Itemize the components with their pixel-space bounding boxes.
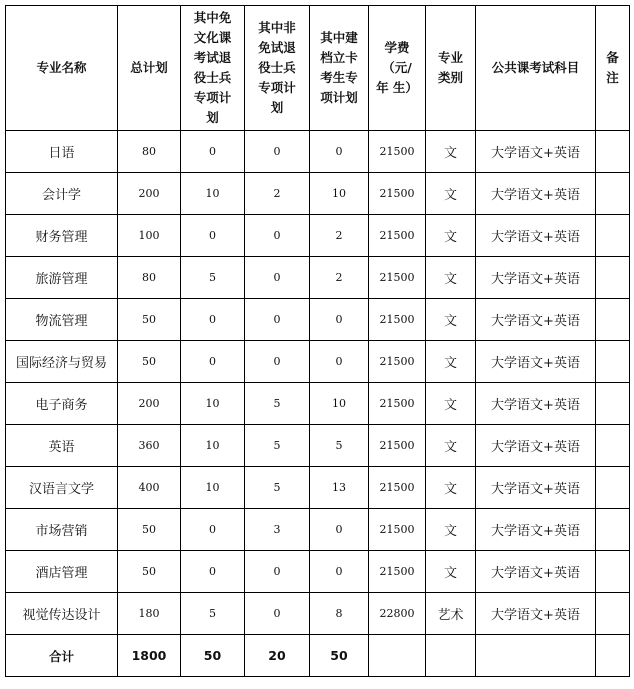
cell-category: 文 (426, 257, 476, 299)
total-tuition (369, 635, 426, 677)
cell-remark (596, 551, 630, 593)
cell-major: 汉语言文学 (6, 467, 118, 509)
cell-tuition: 22800 (369, 593, 426, 635)
header-exempt-veteran: 其中免 文化课 考试退 役士兵 专项计 划 (181, 6, 245, 131)
total-nonexempt-sum: 20 (245, 635, 310, 677)
cell-total: 80 (118, 257, 181, 299)
cell-remark (596, 383, 630, 425)
cell-remark (596, 425, 630, 467)
header-tuition: 学费 （元/ 年 生） (369, 6, 426, 131)
cell-remark (596, 593, 630, 635)
cell-major: 物流管理 (6, 299, 118, 341)
cell-nonexempt: 0 (245, 341, 310, 383)
cell-exempt: 10 (181, 467, 245, 509)
header-nonexempt-veteran: 其中非 免试退 役士兵 专项计 划 (245, 6, 310, 131)
total-exempt-sum: 50 (181, 635, 245, 677)
cell-nonexempt: 3 (245, 509, 310, 551)
cell-remark (596, 467, 630, 509)
cell-nonexempt: 5 (245, 425, 310, 467)
cell-remark (596, 509, 630, 551)
cell-exam: 大学语文+英语 (476, 551, 596, 593)
table-row (6, 425, 630, 467)
cell-total: 50 (118, 299, 181, 341)
total-label: 合计 (6, 635, 118, 677)
cell-category: 文 (426, 341, 476, 383)
header-row (6, 6, 630, 131)
cell-category: 文 (426, 383, 476, 425)
cell-category: 文 (426, 509, 476, 551)
cell-nonexempt: 0 (245, 215, 310, 257)
cell-exam: 大学语文+英语 (476, 341, 596, 383)
cell-remark (596, 131, 630, 173)
cell-exempt: 0 (181, 341, 245, 383)
cell-category: 艺术 (426, 593, 476, 635)
total-category (426, 635, 476, 677)
header-major: 专业名称 (6, 6, 118, 131)
cell-tuition: 21500 (369, 299, 426, 341)
total-row (6, 635, 630, 677)
total-exam (476, 635, 596, 677)
header-poverty-plan: 其中建 档立卡 考生专 项计划 (310, 6, 369, 131)
header-remarks: 备 注 (596, 6, 630, 131)
cell-exempt: 10 (181, 173, 245, 215)
cell-poverty: 0 (310, 299, 369, 341)
cell-nonexempt: 0 (245, 551, 310, 593)
cell-poverty: 5 (310, 425, 369, 467)
cell-total: 200 (118, 173, 181, 215)
cell-nonexempt: 0 (245, 593, 310, 635)
cell-exempt: 0 (181, 215, 245, 257)
cell-remark (596, 299, 630, 341)
cell-nonexempt: 5 (245, 383, 310, 425)
cell-poverty: 2 (310, 257, 369, 299)
cell-tuition: 21500 (369, 215, 426, 257)
cell-exempt: 0 (181, 299, 245, 341)
cell-tuition: 21500 (369, 509, 426, 551)
cell-category: 文 (426, 299, 476, 341)
cell-poverty: 2 (310, 215, 369, 257)
cell-total: 400 (118, 467, 181, 509)
cell-nonexempt: 5 (245, 467, 310, 509)
cell-category: 文 (426, 131, 476, 173)
header-category: 专业 类别 (426, 6, 476, 131)
cell-remark (596, 215, 630, 257)
cell-total: 50 (118, 509, 181, 551)
cell-poverty: 0 (310, 509, 369, 551)
cell-exam: 大学语文+英语 (476, 131, 596, 173)
cell-tuition: 21500 (369, 425, 426, 467)
cell-remark (596, 341, 630, 383)
cell-category: 文 (426, 467, 476, 509)
cell-tuition: 21500 (369, 341, 426, 383)
cell-remark (596, 173, 630, 215)
cell-exam: 大学语文+英语 (476, 593, 596, 635)
cell-poverty: 8 (310, 593, 369, 635)
table-row (6, 131, 630, 173)
table-row (6, 215, 630, 257)
enrollment-plan-table (5, 5, 630, 677)
cell-nonexempt: 2 (245, 173, 310, 215)
cell-major: 旅游管理 (6, 257, 118, 299)
cell-exam: 大学语文+英语 (476, 299, 596, 341)
cell-major: 日语 (6, 131, 118, 173)
cell-tuition: 21500 (369, 257, 426, 299)
table-row (6, 383, 630, 425)
cell-remark (596, 257, 630, 299)
cell-exempt: 5 (181, 593, 245, 635)
cell-major: 会计学 (6, 173, 118, 215)
cell-major: 国际经济与贸易 (6, 341, 118, 383)
cell-nonexempt: 0 (245, 257, 310, 299)
cell-poverty: 0 (310, 551, 369, 593)
cell-exam: 大学语文+英语 (476, 257, 596, 299)
total-plan-sum: 1800 (118, 635, 181, 677)
cell-major: 酒店管理 (6, 551, 118, 593)
cell-total: 50 (118, 551, 181, 593)
header-exam-subjects: 公共课考试科目 (476, 6, 596, 131)
cell-tuition: 21500 (369, 383, 426, 425)
cell-exempt: 0 (181, 551, 245, 593)
table-row (6, 173, 630, 215)
cell-exempt: 10 (181, 383, 245, 425)
total-poverty-sum: 50 (310, 635, 369, 677)
table-row (6, 467, 630, 509)
table-row (6, 299, 630, 341)
cell-nonexempt: 0 (245, 131, 310, 173)
cell-poverty: 0 (310, 341, 369, 383)
table-row (6, 257, 630, 299)
cell-total: 80 (118, 131, 181, 173)
cell-tuition: 21500 (369, 551, 426, 593)
cell-exam: 大学语文+英语 (476, 425, 596, 467)
total-remark (596, 635, 630, 677)
cell-total: 100 (118, 215, 181, 257)
cell-exam: 大学语文+英语 (476, 467, 596, 509)
cell-category: 文 (426, 173, 476, 215)
cell-total: 200 (118, 383, 181, 425)
cell-poverty: 10 (310, 383, 369, 425)
cell-exam: 大学语文+英语 (476, 509, 596, 551)
cell-poverty: 13 (310, 467, 369, 509)
cell-total: 360 (118, 425, 181, 467)
cell-exempt: 10 (181, 425, 245, 467)
cell-major: 电子商务 (6, 383, 118, 425)
cell-category: 文 (426, 425, 476, 467)
cell-exam: 大学语文+英语 (476, 383, 596, 425)
cell-total: 50 (118, 341, 181, 383)
cell-total: 180 (118, 593, 181, 635)
cell-poverty: 0 (310, 131, 369, 173)
cell-poverty: 10 (310, 173, 369, 215)
cell-category: 文 (426, 215, 476, 257)
table-row (6, 509, 630, 551)
cell-major: 财务管理 (6, 215, 118, 257)
cell-exempt: 5 (181, 257, 245, 299)
cell-category: 文 (426, 551, 476, 593)
cell-major: 视觉传达设计 (6, 593, 118, 635)
cell-tuition: 21500 (369, 173, 426, 215)
cell-nonexempt: 0 (245, 299, 310, 341)
cell-tuition: 21500 (369, 467, 426, 509)
cell-exam: 大学语文+英语 (476, 173, 596, 215)
table-row (6, 551, 630, 593)
cell-tuition: 21500 (369, 131, 426, 173)
cell-exam: 大学语文+英语 (476, 215, 596, 257)
cell-major: 英语 (6, 425, 118, 467)
cell-exempt: 0 (181, 509, 245, 551)
table-row (6, 593, 630, 635)
cell-major: 市场营销 (6, 509, 118, 551)
table-row (6, 341, 630, 383)
cell-exempt: 0 (181, 131, 245, 173)
header-total-plan: 总计划 (118, 6, 181, 131)
